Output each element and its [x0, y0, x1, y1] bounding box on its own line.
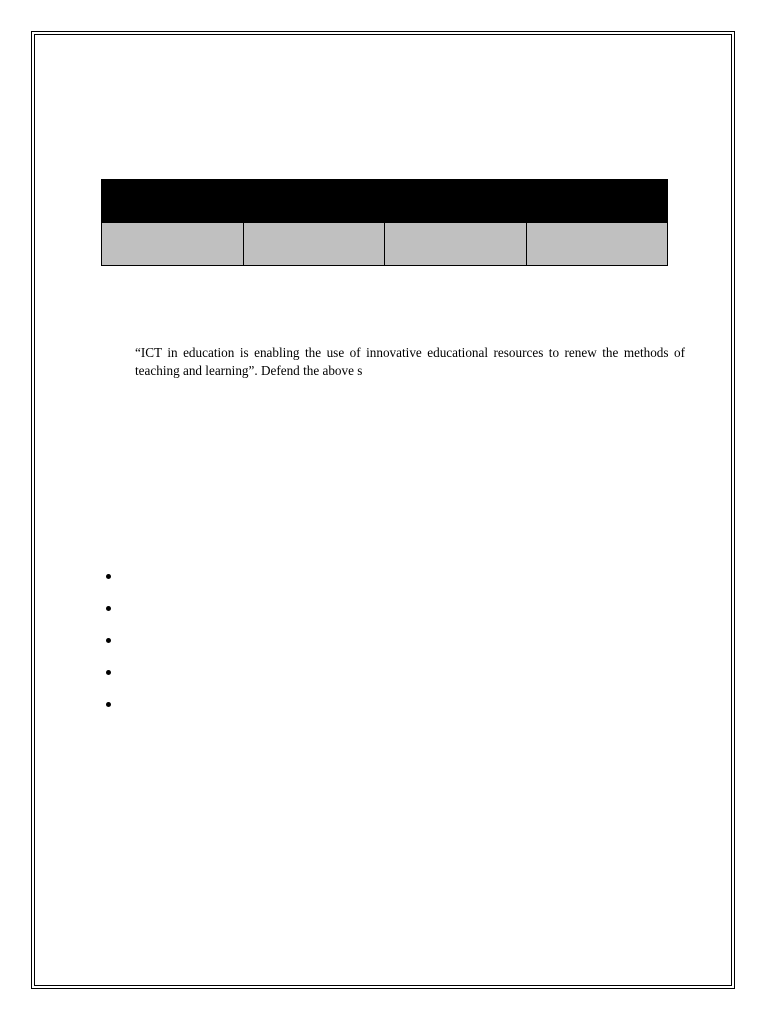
bullet-icon	[106, 702, 111, 707]
page-border	[31, 31, 735, 989]
header-cell	[243, 180, 385, 223]
header-table-black-row	[102, 180, 668, 223]
header-cell	[526, 180, 668, 223]
info-cell	[102, 223, 244, 266]
header-cell	[385, 180, 527, 223]
info-cell	[526, 223, 668, 266]
bullet-icon	[106, 670, 111, 675]
header-cell	[102, 180, 244, 223]
header-table-gray-row	[102, 223, 668, 266]
bullet-icon	[106, 606, 111, 611]
header-table	[101, 179, 668, 266]
bullet-icon	[106, 638, 111, 643]
info-cell	[385, 223, 527, 266]
question-text: “ICT in education is enabling the use of innovative educational resources to renew the methods of teaching and learning”. Defend the above s	[135, 345, 685, 378]
info-cell	[243, 223, 385, 266]
bullet-icon	[106, 574, 111, 579]
